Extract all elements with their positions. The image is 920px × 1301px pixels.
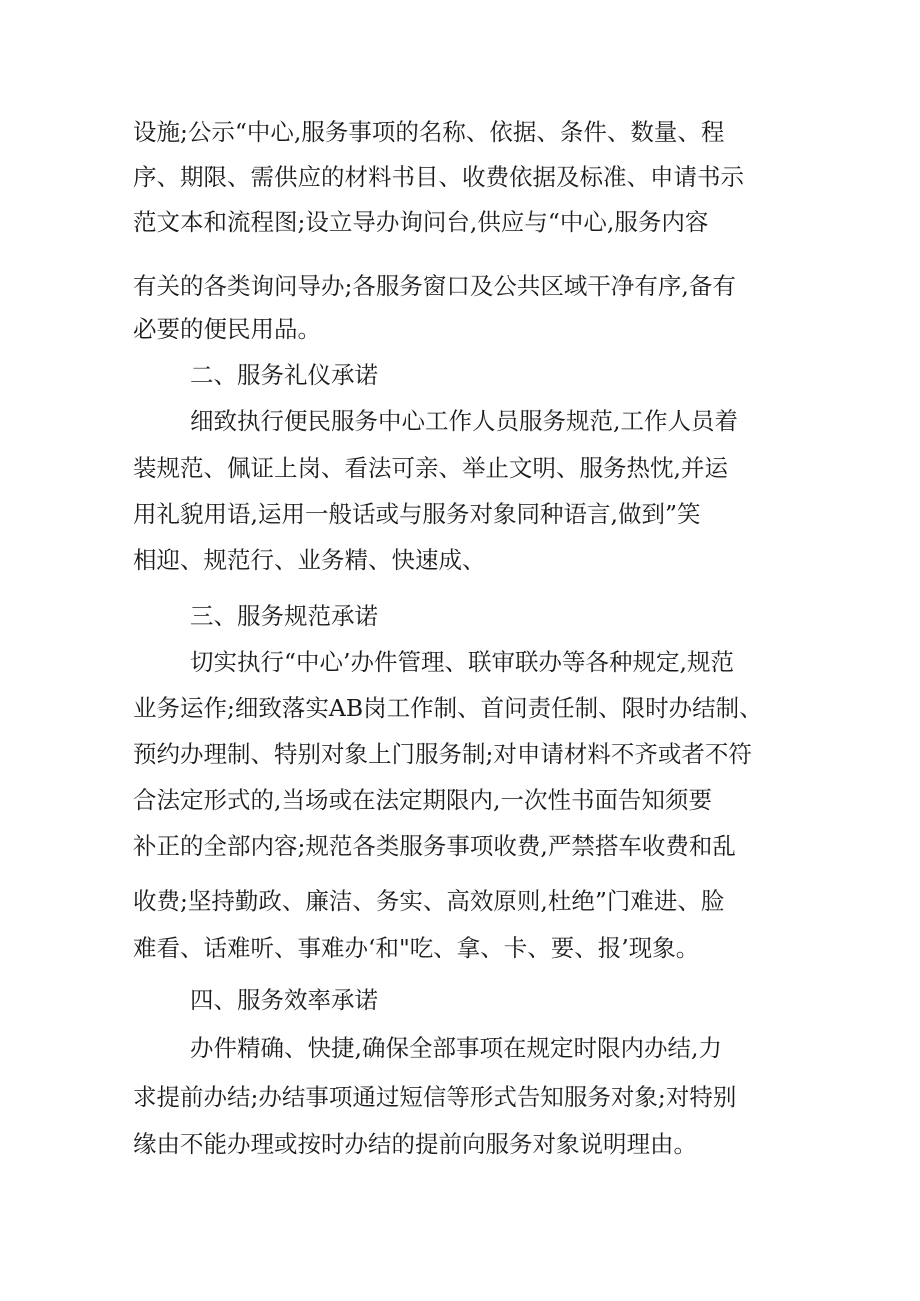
paragraph-line: 缘由不能办理或按时办结的提前向服务对象说明理由。 (133, 1130, 697, 1158)
paragraph-line: 办件精确、快捷,确保全部事项在规定时限内办结,力 (190, 1034, 722, 1062)
paragraph-line: 装规范、佩证上岗、看法可亲、举止文明、服务热忱,并运 (133, 454, 728, 482)
paragraph-line: 相迎、规范行、业务精、快速成、 (133, 546, 486, 574)
paragraph-line: 设施;公示“中心,服务事项的名称、依据、条件、数量、程 (133, 118, 725, 146)
paragraph-line: 补正的全部内容;规范各类服务事项收费,严禁搭车收费和乱 (133, 832, 736, 860)
paragraph-line: 用礼貌用语,运用一般话或与服务对象同种语言,做到”笑 (133, 500, 701, 528)
paragraph-line: 收费;坚持勤政、廉洁、务实、高效原则,杜绝”门难进、脸 (133, 887, 725, 915)
paragraph-line: 序、期限、需供应的材料书目、收费依据及标准、申请书示 (133, 163, 744, 191)
paragraph-line: 有关的各类询问导办;各服务窗口及公共区域干净有序,备有 (133, 272, 736, 300)
paragraph-line: 范文本和流程图;设立导办询问台,供应与“中心,服务内容 (133, 208, 709, 236)
paragraph-line: 预约办理制、特别对象上门服务制;对申请材料不齐或者不符 (133, 740, 752, 768)
paragraph-line: 必要的便民用品。 (133, 315, 321, 343)
paragraph-line: 细致执行便民服务中心工作人员服务规范,工作人员着 (190, 407, 738, 435)
section-heading: 二、服务礼仪承诺 (190, 361, 378, 389)
paragraph-line: 求提前办结;办结事项通过短信等形式告知服务对象;对特别 (133, 1083, 737, 1111)
paragraph-line: 难看、话难听、事难办‘和"吃、拿、卡、要、报’现象。 (133, 934, 700, 962)
paragraph-line: 业务运作;细致落实AB岗工作制、首问责任制、限时办结制、 (133, 694, 763, 722)
section-heading: 三、服务规范承诺 (190, 602, 378, 630)
paragraph-line: 切实执行“中心’办件管理、联审联办等各种规定,规范 (190, 648, 734, 676)
section-heading: 四、服务效率承诺 (190, 986, 378, 1014)
paragraph-line: 合法定形式的,当场或在法定期限内,一次性书面告知须要 (133, 786, 712, 814)
